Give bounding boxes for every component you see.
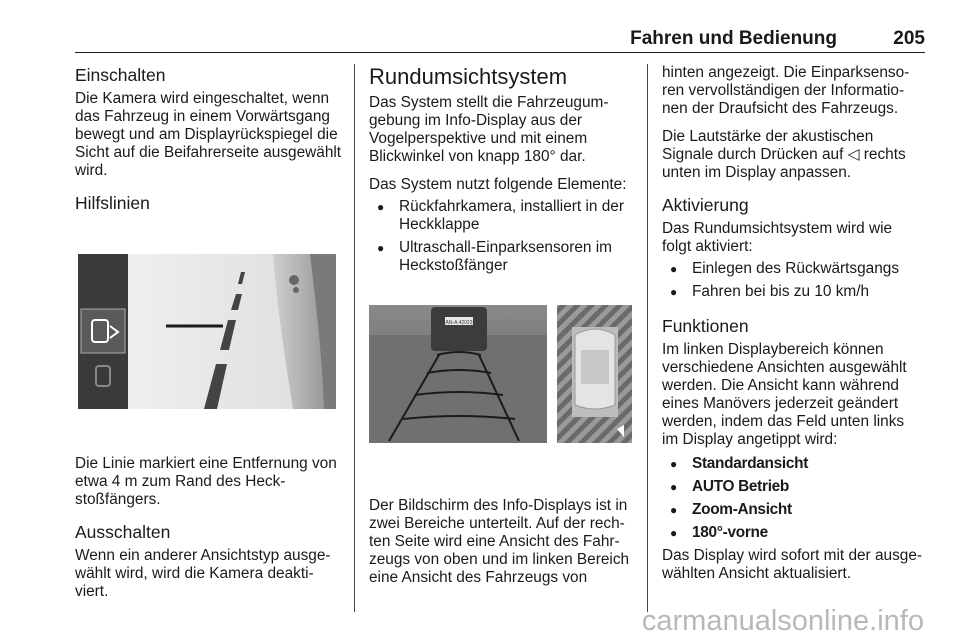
text-einschalten: Die Kamera wird eingeschaltet, wenn das Fahrzeug in einem Vorwärtsgang bewegt und am Displayrückspiegel die Sicht auf die Beifahrerseite ausgewählt wird.: [75, 90, 342, 179]
text-ausschalten: Wenn ein anderer Ansichtstyp ausge-wählt wird, wird die Kamera deakti-viert.: [75, 547, 331, 600]
heading-hilfslinien: Hilfslinien: [75, 193, 150, 213]
list-item: ● Rückfahrkamera, installiert in der Heckklappe: [369, 198, 632, 234]
column-3: [662, 64, 924, 593]
element-list: [369, 198, 632, 275]
heading-einschalten: Einschalten: [75, 65, 166, 85]
text-rundum-2: Das System nutzt folgende Elemente:: [369, 176, 627, 193]
column-divider-1: [354, 64, 355, 612]
text-col3-2: Die Lautstärke der akustischen Signale durch Drücken auf ◁ rechts unten im Display anpassen.: [662, 128, 906, 181]
mirror-camera-image: [78, 254, 336, 409]
column-2: [369, 64, 632, 597]
page-number: 205: [893, 28, 925, 49]
text-funktionen-2: Das Display wird sofort mit der ausge-wählten Ansicht aktualisiert.: [662, 547, 923, 582]
heading-rundumsichtsystem: Rundumsichtsystem: [369, 64, 568, 89]
list-item: ● 180°-vorne: [662, 524, 924, 542]
list-item: ● AUTO Betrieb: [662, 478, 924, 496]
heading-aktivierung: Aktivierung: [662, 195, 749, 215]
watermark: carmanualsonline.info: [641, 605, 924, 637]
mirror-camera-figure: [78, 254, 336, 409]
view-list: [662, 455, 924, 542]
surround-view-figure: [369, 305, 632, 443]
list-item: ● Fahren bei bis zu 10 km/h: [662, 283, 924, 301]
text-col3-1: hinten angezeigt. Die Einparksenso-ren vervollständigen der Informatio-nen der Draufsicht des Fahrzeugs.: [662, 64, 910, 117]
heading-ausschalten: Ausschalten: [75, 522, 171, 542]
text-aktivierung: Das Rundumsichtsystem wird wie folgt aktiviert:: [662, 220, 893, 255]
text-linie: Die Linie markiert eine Entfernung von etwa 4 m zum Rand des Heck-stoßfängers.: [75, 455, 337, 508]
page-title: Fahren und Bedienung: [630, 28, 837, 49]
license-plate: AN-A 42023: [445, 320, 473, 326]
surround-view-image: [369, 305, 632, 443]
list-item: ● Zoom-Ansicht: [662, 501, 924, 519]
text-rundum-3: Der Bildschirm des Info-Displays ist in zwei Bereiche unterteilt. Auf der rech-ten Seite wird eine Ansicht des Fahr-zeugs von oben und im linken Bereich eine Ansicht des Fahrzeugs von: [369, 497, 630, 586]
list-item: ● Standardansicht: [662, 455, 924, 473]
list-item: ● Einlegen des Rückwärtsgangs: [662, 260, 924, 278]
activation-list: [662, 260, 924, 301]
page-header: [75, 26, 925, 53]
text-rundum-1: Das System stellt die Fahrzeugum-gebung im Info-Display aus der Vogelperspektive und mit einem Blickwinkel von knapp 180° dar.: [369, 94, 609, 165]
text-funktionen: Im linken Displaybereich können verschiedene Ansichten ausgewählt werden. Die Ansicht kann während eines Manövers jederzeit geändert werden, indem das Feld unten links im Display angetippt wird:: [662, 341, 907, 448]
column-divider-2: [647, 64, 648, 612]
heading-funktionen: Funktionen: [662, 316, 749, 336]
list-item: ● Ultraschall-Einparksensoren im Heckstoßfänger: [369, 239, 632, 275]
column-1: [75, 64, 343, 611]
